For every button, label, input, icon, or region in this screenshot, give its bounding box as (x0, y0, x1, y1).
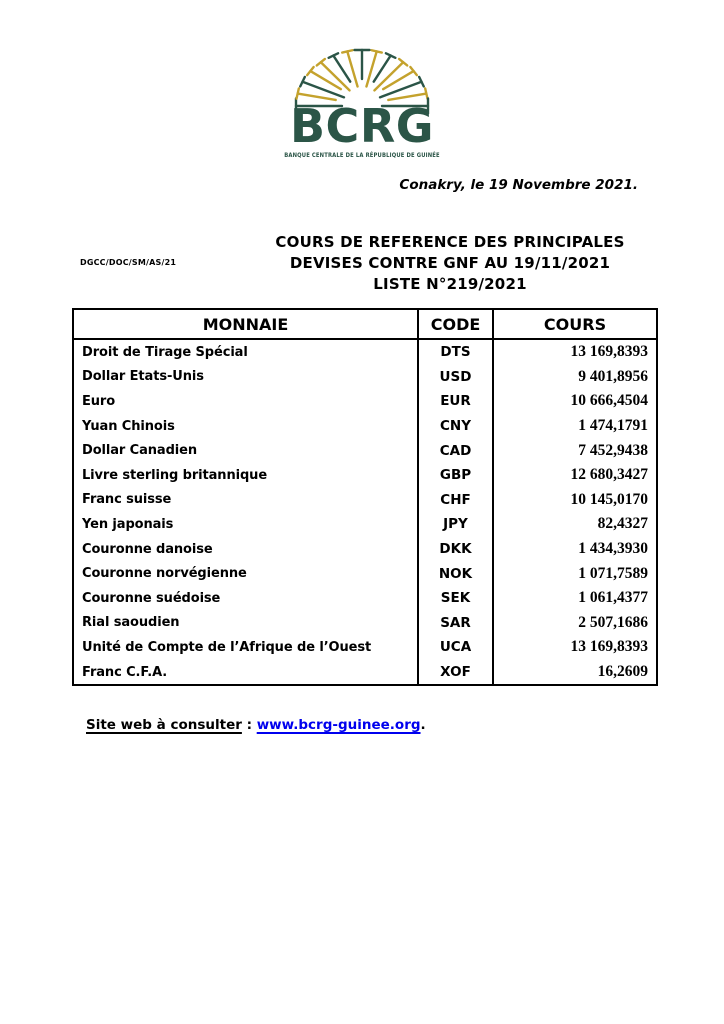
table-cell-monnaie: Yen japonais (73, 512, 418, 537)
bcrg-logo (232, 40, 492, 159)
logo-wordmark: BCRG (290, 99, 434, 153)
table-cell-code: GBP (418, 463, 493, 488)
table-cell-code: EUR (418, 389, 493, 414)
table-cell-monnaie: Couronne suédoise (73, 586, 418, 611)
table-cell-monnaie: Dollar Etats-Unis (73, 365, 418, 390)
table-cell-monnaie: Droit de Tirage Spécial (73, 339, 418, 365)
table-row (73, 463, 657, 488)
website-separator: : (241, 717, 257, 733)
table-cell-monnaie: Couronne norvégienne (73, 561, 418, 586)
table-row (73, 512, 657, 537)
table-cell-monnaie: Franc suisse (73, 488, 418, 513)
table-cell-cours: 10 145,0170 (570, 490, 648, 508)
table-cell-cours: 1 434,3930 (578, 540, 648, 558)
column-header-monnaie: MONNAIE (73, 309, 418, 339)
table-cell-code: NOK (418, 561, 493, 586)
title-line-3: LISTE N°219/2021 (373, 275, 527, 293)
table-row (73, 561, 657, 586)
table-cell-cours: 12 680,3427 (570, 466, 648, 484)
title-line-1: COURS DE REFERENCE DES PRINCIPALES (275, 233, 625, 251)
table-cell-code: DTS (418, 339, 493, 365)
column-header-cours: COURS (493, 309, 657, 339)
table-cell-code: XOF (418, 660, 493, 686)
table-cell-cours: 13 169,8393 (570, 638, 648, 656)
table-cell-cours: 1 474,1791 (578, 417, 648, 435)
table-cell-cours: 1 061,4377 (578, 589, 648, 607)
table-cell-monnaie: Euro (73, 389, 418, 414)
table-cell-cours: 9 401,8956 (578, 367, 648, 385)
website-label: Site web à consulter (86, 717, 242, 733)
website-note (86, 717, 426, 733)
table-cell-monnaie: Franc C.F.A. (73, 660, 418, 686)
table-cell-cours: 10 666,4504 (570, 392, 648, 410)
table-row (73, 635, 657, 660)
table-cell-monnaie: Rial saoudien (73, 611, 418, 636)
table-row (73, 365, 657, 390)
table-cell-monnaie: Couronne danoise (73, 537, 418, 562)
table-cell-code: CNY (418, 414, 493, 439)
table-cell-code: SEK (418, 586, 493, 611)
table-cell-cours: 2 507,1686 (578, 613, 648, 631)
table-row (73, 586, 657, 611)
table-cell-cours: 7 452,9438 (578, 441, 648, 459)
document-title (245, 232, 655, 295)
table-row (73, 389, 657, 414)
table-row (73, 537, 657, 562)
dateline: Conakry, le 19 Novembre 2021. (399, 177, 638, 193)
table-cell-cours: 82,4327 (597, 515, 648, 533)
table-row (73, 611, 657, 636)
table-row (73, 339, 657, 365)
table-cell-monnaie: Unité de Compte de l’Afrique de l’Ouest (73, 635, 418, 660)
website-suffix: . (420, 717, 426, 733)
table-cell-code: DKK (418, 537, 493, 562)
table-cell-code: CAD (418, 438, 493, 463)
table-cell-monnaie: Livre sterling britannique (73, 463, 418, 488)
table-cell-cours: 16,2609 (597, 663, 648, 681)
reference-code: DGCC/DOC/SM/AS/21 (80, 258, 177, 267)
table-row (73, 414, 657, 439)
table-cell-monnaie: Dollar Canadien (73, 438, 418, 463)
table-cell-monnaie: Yuan Chinois (73, 414, 418, 439)
table-cell-code: UCA (418, 635, 493, 660)
column-header-code: CODE (418, 309, 493, 339)
table-cell-code: CHF (418, 488, 493, 513)
table-body (73, 339, 657, 685)
table-cell-code: JPY (418, 512, 493, 537)
table-row (73, 438, 657, 463)
website-link[interactable]: www.bcrg-guinee.org (256, 717, 421, 733)
table-cell-code: SAR (418, 611, 493, 636)
table-row (73, 660, 657, 686)
table-row (73, 488, 657, 513)
table-cell-cours: 1 071,7589 (578, 564, 648, 582)
table-cell-code: USD (418, 365, 493, 390)
table-cell-cours: 13 169,8393 (570, 343, 648, 361)
title-line-2: DEVISES CONTRE GNF AU 19/11/2021 (289, 254, 611, 272)
logo-tagline: BANQUE CENTRALE DE LA RÉPUBLIQUE DE GUINÉE (284, 151, 440, 159)
exchange-rates-table (72, 308, 658, 686)
table-header-row (73, 309, 657, 339)
